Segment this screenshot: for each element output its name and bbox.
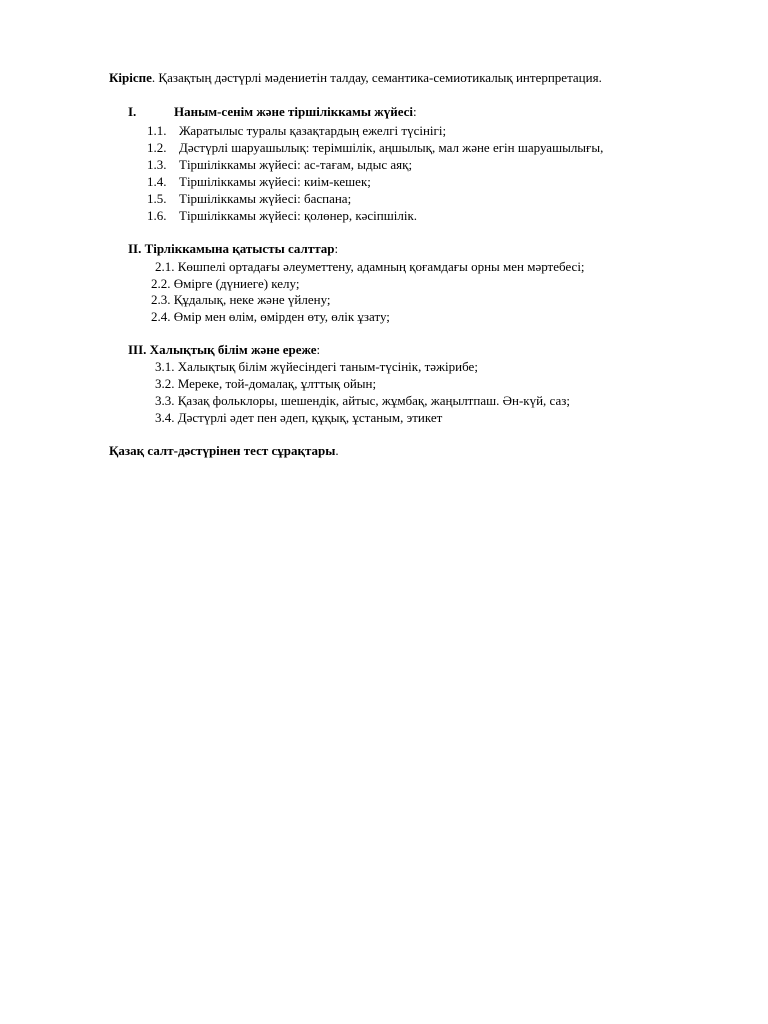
section1-item-text: Тіршіліккамы жүйесі: ас-тағам, ыдыс аяқ; [179, 157, 413, 172]
section2-title: II. Тірліккамына қатысты салттар [128, 241, 335, 256]
section3-heading [128, 341, 320, 358]
section1-item-text: Тіршіліккамы жүйесі: қолөнер, кәсіпшілік. [179, 208, 418, 223]
test-questions-heading [109, 442, 339, 459]
intro-line [109, 69, 602, 86]
section2-heading [128, 240, 338, 257]
section3-title: III. Халықтық білім және ереже [128, 342, 317, 357]
section1-roman: I. [128, 104, 137, 119]
section2-title-suffix: : [334, 241, 339, 256]
section1-item-text: Тіршіліккамы жүйесі: баспана; [179, 191, 352, 206]
section3-item: 3.1. Халықтық білім жүйесіндегі таным-түсінік, тәжірибе; [155, 359, 478, 374]
intro-label: Кіріспе [109, 70, 152, 85]
section1-item-num: 1.4. [147, 174, 167, 189]
section2-item: 2.1. Көшпелі ортадағы әлеуметтену, адамның қоғамдағы орны мен мәртебесі; [155, 259, 585, 274]
section1-heading [174, 103, 417, 120]
section3-item: 3.2. Мереке, той-домалақ, ұлттық ойын; [155, 376, 377, 391]
section1-item-text: Жаратылыс туралы қазақтардың ежелгі түсінігі; [179, 123, 447, 138]
section1-title: Наным-сенім және тіршіліккамы жүйесі [174, 104, 414, 119]
section1-item-num: 1.1. [147, 123, 167, 138]
section1-item [147, 122, 446, 139]
intro-text: . Қазақтың дәстүрлі мәдениетін талдау, семантика-семиотикалық интерпретация. [151, 70, 602, 85]
section1-item-num: 1.2. [147, 140, 167, 155]
section1-item [147, 173, 371, 190]
section1-item [147, 207, 417, 224]
section1-item-text: Тіршіліккамы жүйесі: киім-кешек; [179, 174, 371, 189]
section1-item-num: 1.3. [147, 157, 167, 172]
section3-item: 3.4. Дәстүрлі әдет пен әдеп, құқық, ұстаным, этикет [155, 410, 443, 425]
section1-item-text: Дәстүрлі шаруашылық: терімшілік, аңшылық, мал және егін шаруашылығы, [179, 140, 604, 155]
section1-title-suffix: : [413, 104, 417, 119]
section2-item: 2.4. Өмір мен өлім, өмірден өту, өлік ұзату; [151, 309, 390, 324]
section1-item [147, 139, 603, 156]
section3-title-suffix: : [316, 342, 321, 357]
section2-item: 2.3. Құдалық, неке және үйлену; [151, 292, 331, 307]
test-questions-title: Қазақ салт-дәстүрінен тест сұрақтары [109, 443, 336, 458]
section1-item [147, 156, 412, 173]
section1-item-num: 1.5. [147, 191, 167, 206]
section2-item: 2.2. Өмірге (дүниеге) келу; [151, 276, 300, 291]
test-questions-suffix: . [335, 443, 339, 458]
section3-item: 3.3. Қазақ фольклоры, шешендік, айтыс, жұмбақ, жаңылтпаш. Ән-күй, саз; [155, 393, 570, 408]
section1-item [147, 190, 351, 207]
section1-item-num: 1.6. [147, 208, 167, 223]
